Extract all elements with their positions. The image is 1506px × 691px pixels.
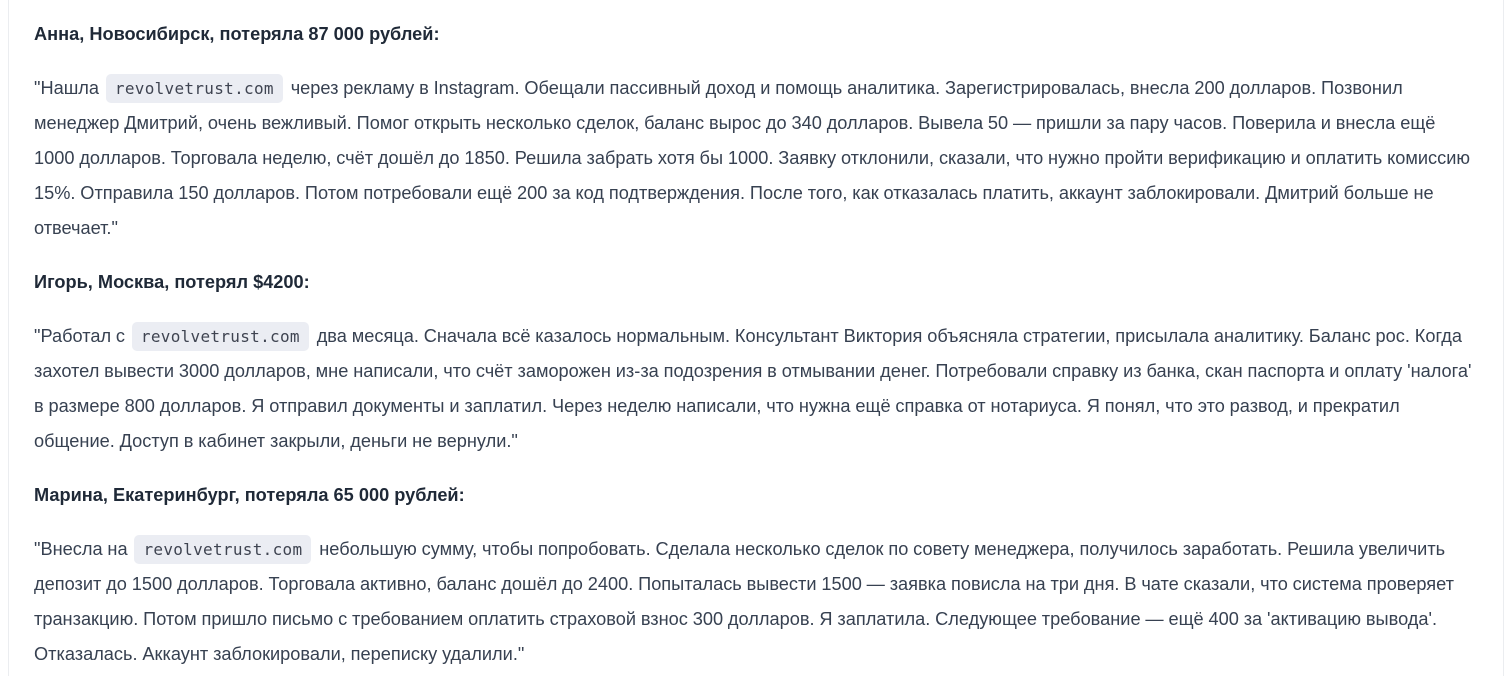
review-igor [34,265,1474,459]
review-heading: Игорь, Москва, потерял $4200: [34,272,310,292]
review-text [34,532,1474,672]
review-heading: Анна, Новосибирск, потеряла 87 000 рублей: [34,24,440,44]
review-heading: Марина, Екатеринбург, потеряла 65 000 рублей: [34,485,465,505]
domain-code: revolvetrust.com [106,74,283,103]
domain-code: revolvetrust.com [134,535,311,564]
review-list [34,17,1474,691]
review-text-rest: через рекламу в Instagram. Обещали пассивный доход и помощь аналитика. Зарегистрировалась, внесла 200 долларов. Позвонил менеджер Дмитрий, очень вежливый. Помог открыть несколько сделок, баланс вырос до 340 долларов. Вывела 50 — пришли за пару часов. Поверила и внесла ещё 1000 долларов. Торговала неделю, счёт дошёл до 1850. Решила забрать хотя бы 1000. Заявку отклонили, сказали, что нужно пройти верификацию и оплатить комиссию 15%. Отправила 150 долларов. Потом потребовали ещё 200 за код подтверждения. После того, как отказалась платить, аккаунт заблокировали. Дмитрий больше не отвечает." [34,78,1471,238]
review-text-rest: два месяца. Сначала всё казалось нормальным. Консультант Виктория объясняла стратегии, присылала аналитику. Баланс рос. Когда захотел вывести 3000 долларов, мне написали, что счёт заморожен из-за подозрения в отмывании денег. Потребовали справку из банка, скан паспорта и оплату 'налога' в размере 800 долларов. Я отправил документы и заплатил. Через неделю написали, что нужна ещё справка от нотариуса. Я понял, что это развод, и прекратил общение. Доступ в кабинет закрыли, деньги не вернули." [34,326,1472,451]
review-anna [34,17,1474,246]
review-text-start: "Нашла [34,78,100,98]
domain-code: revolvetrust.com [132,322,309,351]
review-text [34,71,1474,246]
review-text-start: "Работал с [34,326,126,346]
document-page [8,0,1504,676]
review-text-start: "Внесла на [34,539,128,559]
review-text-rest: небольшую сумму, чтобы попробовать. Сделала несколько сделок по совету менеджера, получилось заработать. Решила увеличить депозит до 1500 долларов. Торговала активно, баланс дошёл до 2400. Попыталась вывести 1500 — заявка повисла на три дня. В чате сказали, что система проверяет транзакцию. Потом пришло письмо с требованием оплатить страховой взнос 300 долларов. Я заплатила. Следующее требование — ещё 400 за 'активацию вывода'. Отказалась. Аккаунт заблокировали, переписку удалили." [34,539,1454,664]
review-text [34,319,1474,459]
review-marina [34,478,1474,672]
